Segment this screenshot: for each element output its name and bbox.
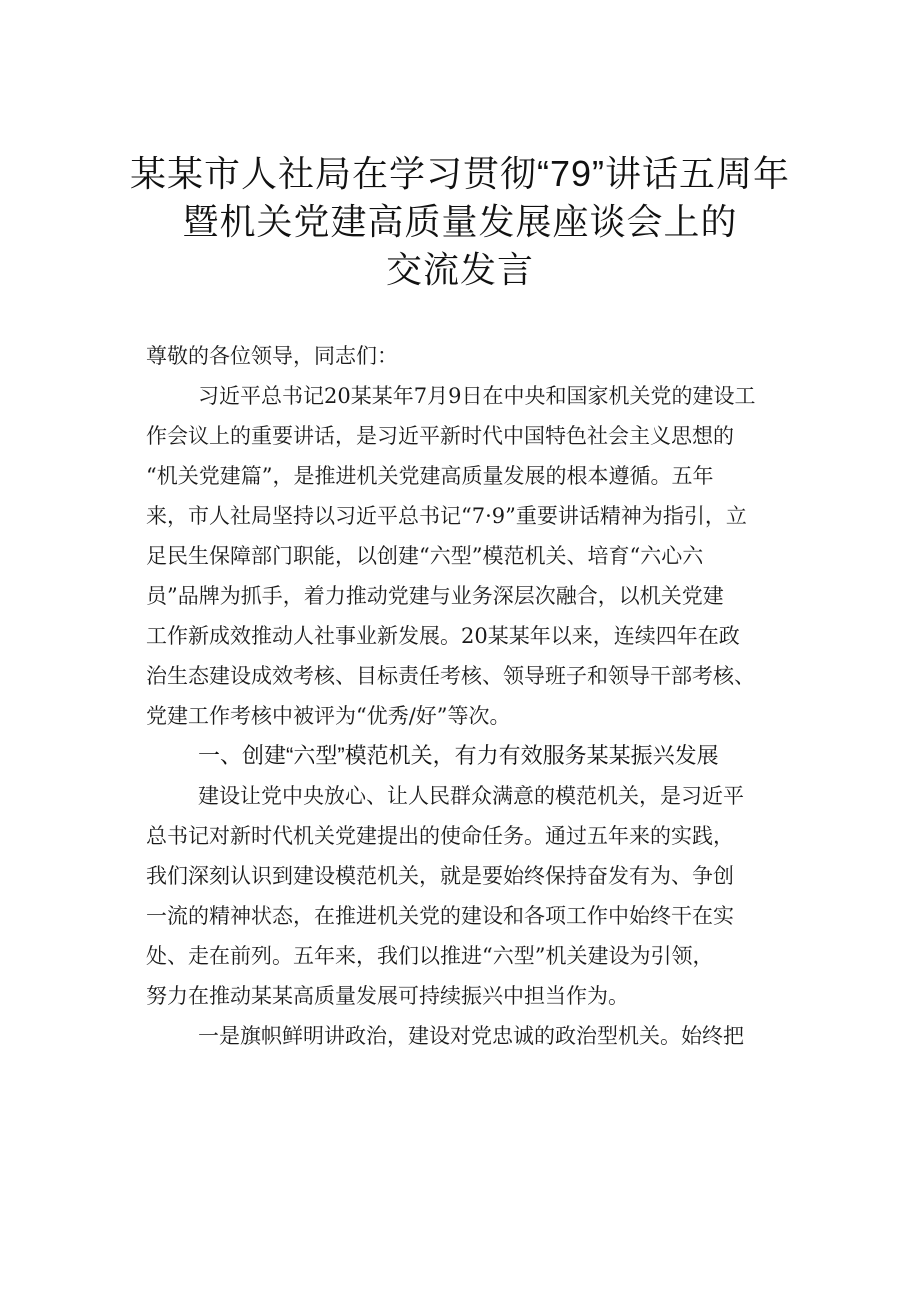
paragraph-line: 总书记对新时代机关党建提出的使命任务。通过五年来的实践， — [146, 824, 734, 848]
paragraph-line: 治生态建设成效考核、目标责任考核、领导班子和领导干部考核、 — [146, 664, 755, 688]
paragraph-line: “机关党建篇”，是推进机关党建高质量发展的根本遵循。五年 — [146, 464, 714, 488]
paragraph-3 — [146, 1016, 806, 1056]
paragraph-2 — [146, 776, 806, 1016]
section-heading-1: 一、创建“六型”模范机关，有力有效服务某某振兴发展 — [198, 743, 719, 768]
paragraph-line: 作会议上的重要讲话，是习近平新时代中国特色社会主义思想的 — [146, 424, 734, 448]
document-body — [146, 336, 806, 1056]
paragraph-1 — [146, 376, 806, 736]
paragraph-line: 我们深刻认识到建设模范机关，就是要始终保持奋发有为、争创 — [146, 864, 734, 888]
paragraph-line: 党建工作考核中被评为“优秀/好”等次。 — [146, 704, 511, 728]
paragraph-line: 工作新成效推动人社事业新发展。20某某年以来，连续四年在政 — [146, 624, 740, 648]
paragraph-line: 建设让党中央放心、让人民群众满意的模范机关，是习近平 — [198, 784, 744, 808]
paragraph-line: 习近平总书记20某某年7月9日在中央和国家机关党的建设工 — [198, 384, 756, 408]
paragraph-line: 处、走在前列。五年来，我们以推进“六型”机关建设为引领， — [146, 944, 714, 968]
paragraph-line: 员”品牌为抓手，着力推动党建与业务深层次融合，以机关党建 — [146, 584, 724, 608]
salutation: 尊敬的各位领导，同志们： — [146, 344, 398, 368]
title-line-3: 交流发言 — [385, 249, 534, 290]
paragraph-line: 一流的精神状态，在推进机关党的建设和各项工作中始终干在实 — [146, 904, 734, 928]
paragraph-line: 足民生保障部门职能，以创建“六型”模范机关、培育“六心六 — [146, 544, 704, 568]
title-line-2: 暨机关党建高质量发展座谈会上的 — [182, 201, 738, 242]
document-title — [0, 150, 920, 294]
title-line-1: 某某市人社局在学习贯彻“79”讲话五周年 — [129, 153, 791, 194]
paragraph-line: 努力在推动某某高质量发展可持续振兴中担当作为。 — [146, 984, 629, 1008]
paragraph-line: 一是旗帜鲜明讲政治，建设对党忠诚的政治型机关。始终把 — [198, 1024, 744, 1048]
paragraph-line: 来，市人社局坚持以习近平总书记“7·9”重要讲话精神为指引，立 — [146, 504, 747, 528]
